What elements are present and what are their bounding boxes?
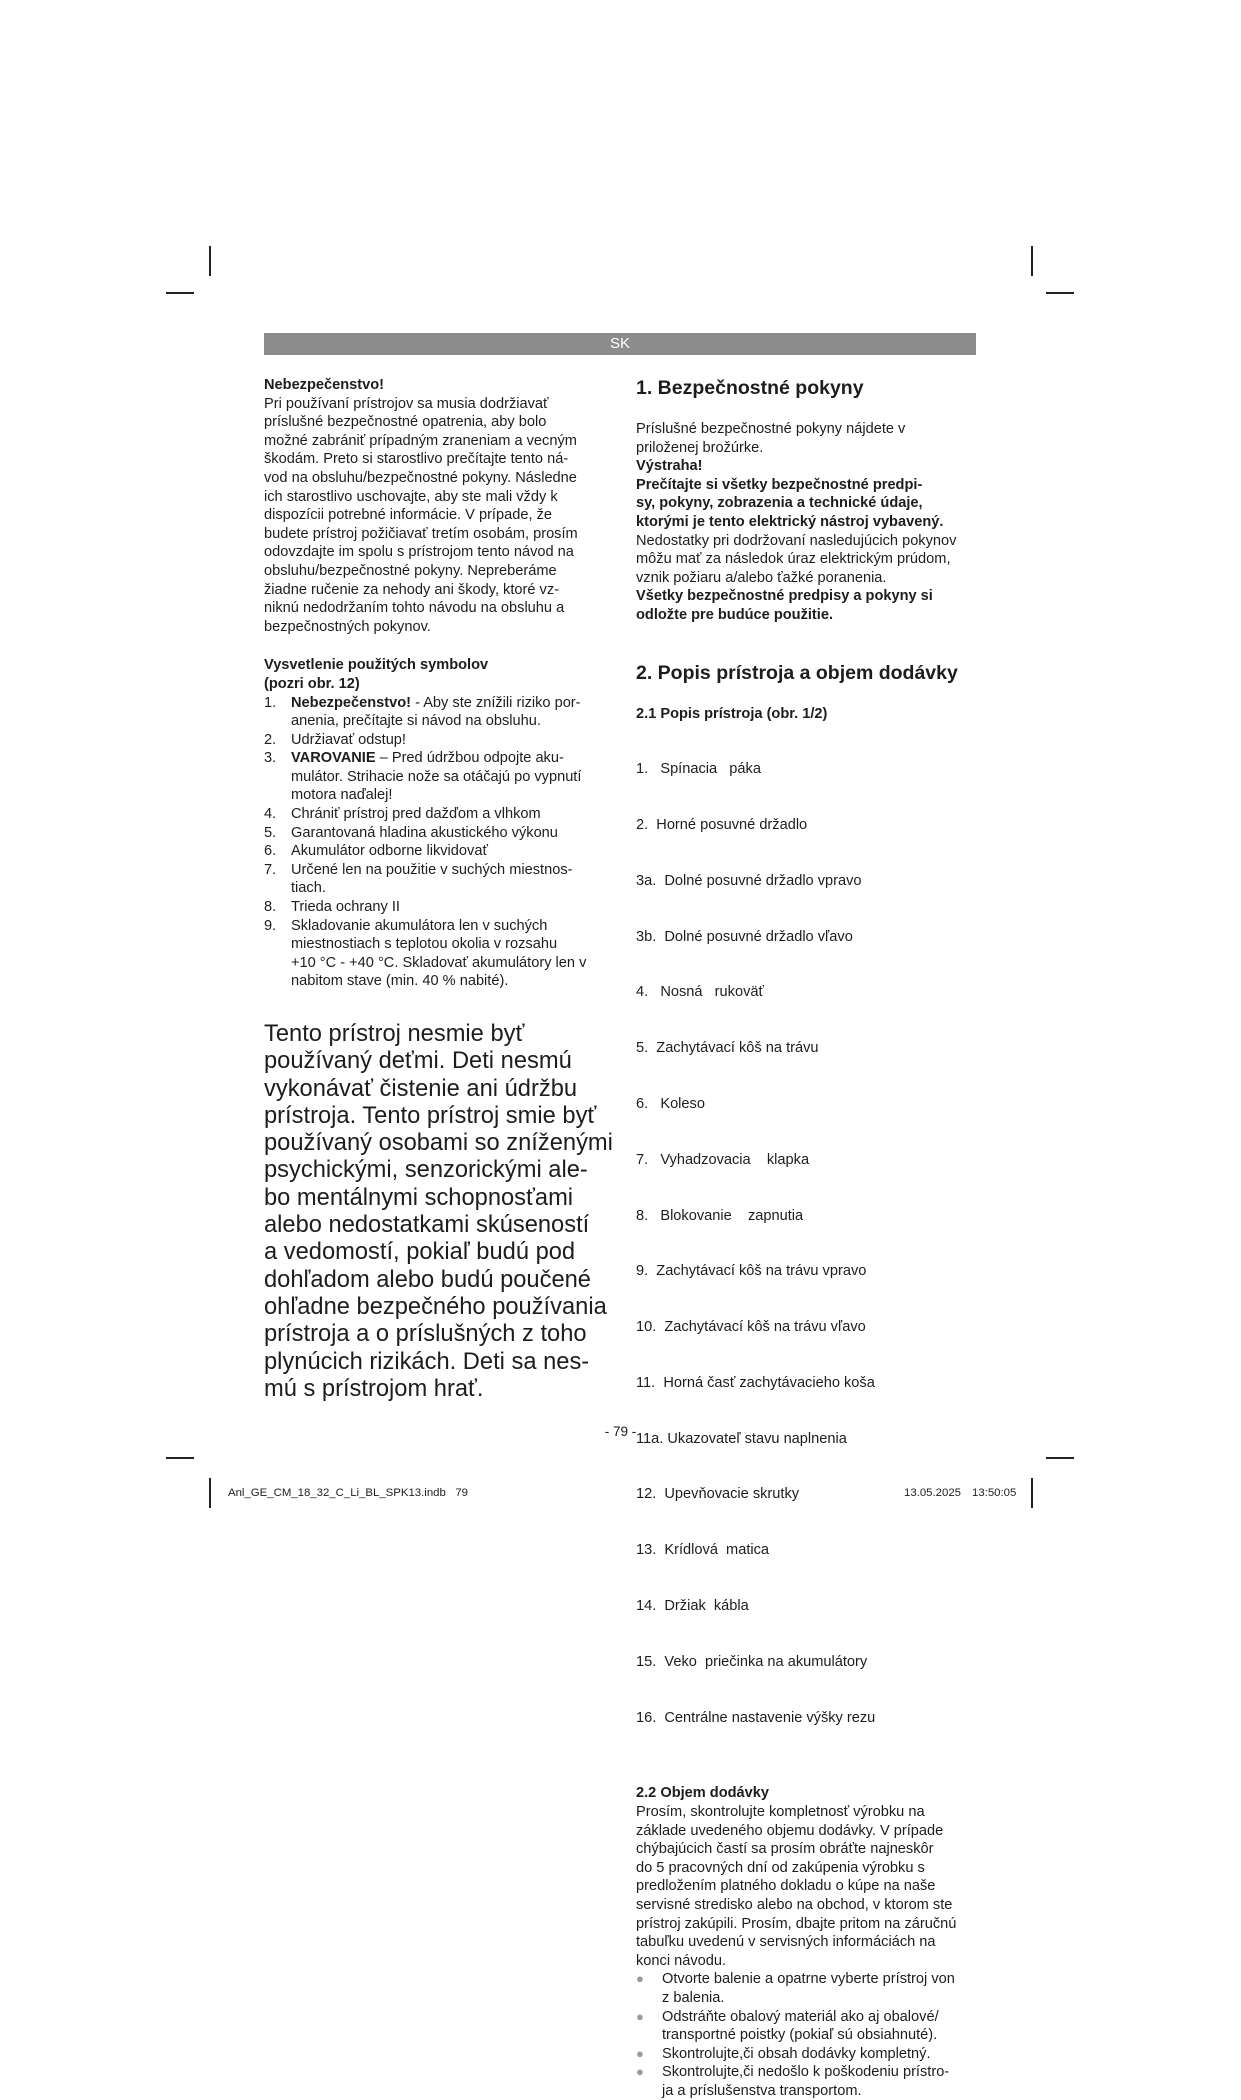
list-item: 12. Upevňovacie skrutky <box>636 1486 800 1503</box>
bullet-icon: ● <box>636 2064 644 2080</box>
text-line: dispozícii potrebné informácie. V prípade, že <box>264 507 552 524</box>
print-date: 13.05.2025 <box>904 1487 962 1499</box>
list-item <box>264 805 614 824</box>
text-line: Príslušné bezpečnostné pokyny nájdete v <box>636 421 906 437</box>
text-line: prístroj zakúpili. Prosím, dbajte pritom na záručnú <box>636 1915 957 1932</box>
item-number: 2. <box>264 731 277 748</box>
section-2-title: 2. Popis prístroja a objem dodávky <box>636 661 958 684</box>
print-file-label: Anl_GE_CM_18_32_C_Li_BL_SPK13.indb 79 <box>228 1487 469 1499</box>
text-line: škodám. Preto si starostlivo prečítajte tento ná- <box>264 451 569 468</box>
subsection-2-2-title: 2.2 Objem dodávky <box>636 1785 770 1802</box>
item-number: 5. <box>264 824 277 841</box>
list-item <box>264 731 614 750</box>
item-text: Otvorte balenie a opatrne vyberte prístroj von <box>662 1971 955 1988</box>
text-line: servisné stredisko alebo na obchod, v ktorom ste <box>636 1896 953 1913</box>
item-text: anenia, prečítajte si návod na obsluhu. <box>291 713 541 730</box>
item-text: z balenia. <box>662 1989 725 2006</box>
text-line: Tento prístroj nesmie byť <box>264 1021 525 1047</box>
text-line: žiadne ručenie za nehody ani škody, ktoré vz- <box>264 581 560 598</box>
list-item: 14. Držiak kábla <box>636 1598 749 1615</box>
crop-mark <box>1031 246 1033 276</box>
bullet-icon: ● <box>636 2045 644 2061</box>
text-line: vod na obsluhu/bezpečnostné pokyny. Následne <box>264 469 577 486</box>
list-item: 5. Zachytávací kôš na trávu <box>636 1040 819 1057</box>
list-item <box>636 2008 981 2045</box>
list-item <box>636 1970 981 2007</box>
section-1-text <box>636 420 981 457</box>
item-number: 6. <box>264 843 277 860</box>
list-item <box>264 898 614 917</box>
item-text: – Pred údržbou odpojte aku- <box>375 750 564 767</box>
list-item: 11. Horná časť zachytávacieho koša <box>636 1374 875 1391</box>
text-line: používaný deťmi. Deti nesmú <box>264 1048 572 1075</box>
list-item <box>636 2045 981 2064</box>
text-line: ohľadne bezpečného používania <box>264 1293 607 1320</box>
item-text: miestnostiach s teplotou okolia v rozsahu <box>291 936 558 953</box>
item-text: Trieda ochrany II <box>291 899 400 916</box>
item-text: Odstráňte obalový materiál ako aj obalové/ <box>662 2008 939 2025</box>
danger-title: Nebezpečenstvo! <box>264 377 385 393</box>
text-line: do 5 pracovných dní od zakúpenia výrobku s <box>636 1859 925 1876</box>
text-line: chýbajúcich častí sa prosím obráťte najneskôr <box>636 1841 934 1858</box>
parts-list <box>636 723 981 1764</box>
warning-text <box>636 532 981 588</box>
text-line: a vedomostí, pokiaľ budú pod <box>264 1239 576 1266</box>
list-item: 13. Krídlová matica <box>636 1542 770 1559</box>
text-line: Nedostatky pri dodržovaní nasledujúcich pokynov <box>636 532 957 549</box>
children-warning <box>264 1021 614 1403</box>
crop-mark <box>209 1478 211 1508</box>
list-item: 16. Centrálne nastavenie výšky rezu <box>636 1709 876 1726</box>
item-number: 3. <box>264 750 277 767</box>
item-number: 1. <box>264 694 277 711</box>
text-line: ich starostlivo uschovajte, aby ste mali vždy k <box>264 488 558 505</box>
crop-mark <box>1031 1478 1033 1508</box>
list-item <box>264 694 614 731</box>
warning-title: Výstraha! <box>636 458 703 475</box>
item-text: Garantovaná hladina akustického výkonu <box>291 824 558 841</box>
language-header-bar: SK <box>264 333 976 355</box>
item-text: +10 °C - +40 °C. Skladovať akumulátory len v <box>291 954 587 971</box>
text-line: príslušné bezpečnostné opatrenia, aby bolo <box>264 414 547 431</box>
text-line: Prosím, skontrolujte kompletnosť výrobku na <box>636 1803 925 1820</box>
print-time: 13:50:05 <box>972 1487 1017 1499</box>
item-number: 9. <box>264 917 277 934</box>
text-line: základe uvedeného objemu dodávky. V prípade <box>636 1822 944 1839</box>
danger-text <box>264 395 614 637</box>
list-item: 2. Horné posuvné držadlo <box>636 817 808 834</box>
text-line: bezpečnostných pokynov. <box>264 618 431 635</box>
text-line: konci návodu. <box>636 1952 727 1969</box>
symbols-subtitle: (pozri obr. 12) <box>264 675 360 692</box>
text-line: sy, pokyny, zobrazenia a technické údaje, <box>636 495 923 512</box>
list-item: 8. Blokovanie zapnutia <box>636 1207 804 1224</box>
text-line: vznik požiaru a/alebo ťažké poranenia. <box>636 569 887 586</box>
crop-mark <box>1046 1457 1074 1459</box>
text-line: predložením platného dokladu o kúpe na naše <box>636 1878 936 1895</box>
list-item: 11a. Ukazovateľ stavu naplnenia <box>636 1430 847 1447</box>
unpacking-steps <box>636 1970 981 2100</box>
list-item: 6. Koleso <box>636 1096 705 1112</box>
item-text: tiach. <box>291 880 326 897</box>
text-line: plynúcich rizikách. Deti sa nes- <box>264 1348 590 1375</box>
text-line: ktorými je tento elektrický nástroj vybavený. <box>636 513 944 530</box>
item-text: Určené len na použitie v suchých miestnos- <box>291 861 573 878</box>
bullet-icon: ● <box>636 2008 644 2024</box>
text-line: Všetky bezpečnostné predpisy a pokyny si <box>636 588 933 605</box>
item-text: Udržiavať odstup! <box>291 731 406 748</box>
list-item: 9. Zachytávací kôš na trávu vpravo <box>636 1263 867 1280</box>
text-line: niknú nedodržaním tohto návodu na obsluhu a <box>264 600 565 617</box>
warning-keep-text <box>636 587 981 624</box>
text-line: bo mentálnymi schopnosťami <box>264 1184 574 1211</box>
list-item: 15. Veko priečinka na akumulátory <box>636 1653 868 1670</box>
item-text: Skontrolujte,či nedošlo k poškodeniu prístro- <box>662 2064 950 2081</box>
crop-mark <box>209 246 211 276</box>
text-line: psychickými, senzorickými ale- <box>264 1157 588 1184</box>
list-item <box>264 917 614 991</box>
item-text: - Aby ste znížili riziko por- <box>411 694 581 711</box>
right-column <box>636 376 981 2100</box>
item-text: nabitom stave (min. 40 % nabité). <box>291 973 509 990</box>
text-line: odovzdajte im spolu s prístrojom tento návod na <box>264 544 574 561</box>
text-line: prístroja. Tento prístroj smie byť <box>264 1102 597 1129</box>
item-text: Skontrolujte,či obsah dodávky kompletný. <box>662 2045 931 2062</box>
item-text: motora naďalej! <box>291 787 393 804</box>
section-1-title: 1. Bezpečnostné pokyny <box>636 377 864 399</box>
print-timestamp <box>904 1487 1016 1499</box>
text-line: Pri používaní prístrojov sa musia dodržiavať <box>264 395 549 412</box>
symbols-list <box>264 694 614 992</box>
list-item: 4. Nosná rukoväť <box>636 984 764 1001</box>
item-number: 4. <box>264 806 277 823</box>
list-item: 3a. Dolné posuvné držadlo vpravo <box>636 872 862 889</box>
text-line: prístroja a o príslušných z toho <box>264 1321 587 1348</box>
text-line: môžu mať za následok úraz elektrickým prúdom, <box>636 551 951 568</box>
item-text: Chrániť prístroj pred dažďom a vlhkom <box>291 806 541 823</box>
text-line: priloženej brožúrke. <box>636 439 764 456</box>
subsection-2-1-title: 2.1 Popis prístroja (obr. 1/2) <box>636 705 828 722</box>
item-number: 7. <box>264 861 277 878</box>
text-line: Prečítajte si všetky bezpečnostné predpi- <box>636 476 923 493</box>
item-text: transportné poistky (pokiaľ sú obsiahnuté). <box>662 2027 938 2044</box>
list-item: 3b. Dolné posuvné držadlo vľavo <box>636 928 853 945</box>
page-number: - 79 - <box>604 1424 637 1439</box>
text-line: alebo nedostatkami skúseností <box>264 1212 590 1239</box>
crop-mark <box>1046 292 1074 294</box>
list-item: 1. Spínacia páka <box>636 761 761 778</box>
bullet-icon: ● <box>636 1971 644 1987</box>
delivery-text <box>636 1803 981 1970</box>
item-text: mulátor. Strihacie nože sa otáčajú po vypnutí <box>291 768 582 785</box>
list-item <box>264 861 614 898</box>
text-line: odložte pre budúce použitie. <box>636 606 834 623</box>
left-column <box>264 376 614 1403</box>
item-bold: VAROVANIE <box>291 750 376 767</box>
symbols-title: Vysvetlenie použitých symbolov <box>264 657 489 674</box>
text-line: budete prístroj požičiavať tretím osobám, prosím <box>264 525 578 542</box>
list-item: 10. Zachytávací kôš na trávu vľavo <box>636 1319 866 1336</box>
list-item <box>264 824 614 843</box>
list-item <box>264 842 614 861</box>
list-item: 7. Vyhadzovacia klapka <box>636 1151 810 1168</box>
item-bold: Nebezpečenstvo! <box>291 694 412 711</box>
crop-mark <box>166 1457 194 1459</box>
text-line: používaný osobami so zníženými <box>264 1130 613 1157</box>
text-line: možné zabrániť prípadným zraneniam a vecným <box>264 432 577 449</box>
text-line: tabuľku uvedenú v servisných informáciách na <box>636 1934 936 1951</box>
list-item <box>264 749 614 805</box>
text-line: dohľadom alebo budú poučené <box>264 1266 591 1293</box>
item-text: Skladovanie akumulátora len v suchých <box>291 917 548 934</box>
crop-mark <box>166 292 194 294</box>
item-text: ja a príslušenstva transportom. <box>662 2082 862 2099</box>
text-line: vykonávať čistenie ani údržbu <box>264 1075 578 1102</box>
text-line: mú s prístrojom hrať. <box>264 1375 484 1402</box>
text-line: obsluhu/bezpečnostné pokyny. Nepreberáme <box>264 562 557 579</box>
item-number: 8. <box>264 899 277 916</box>
item-text: Akumulátor odborne likvidovať <box>291 843 488 860</box>
warning-bold-text <box>636 476 981 532</box>
list-item <box>636 2063 981 2100</box>
